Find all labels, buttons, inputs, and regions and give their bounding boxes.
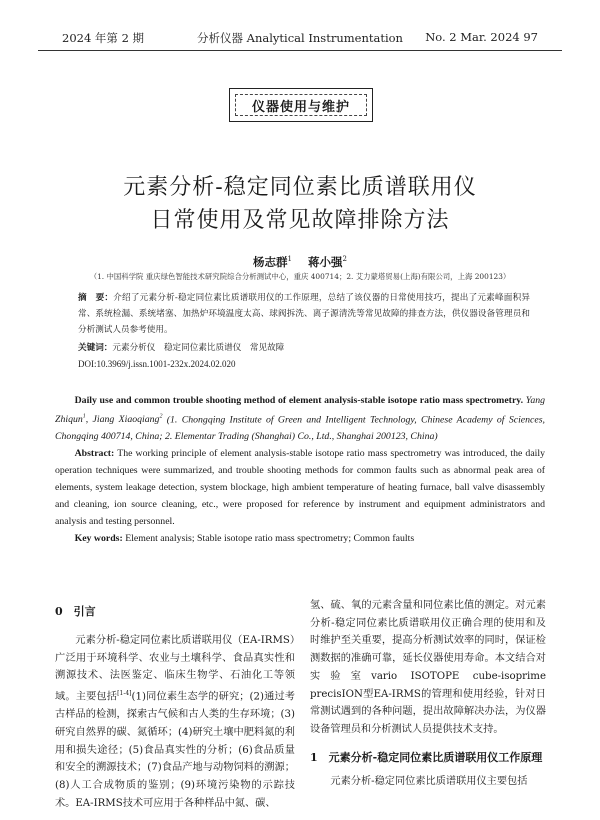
english-affiliation: (1. Chongqing Institute of Green and Intelligent Technology, Chinese Academy of Sciences, Chongqing 400714, China; 2. Elementar Trading (Shanghai) Co., Ltd., Shanghai 200123, China) bbox=[55, 414, 546, 443]
right-column-paragraph: 氢、硫、氧的元素含量和同位素比值的测定。对元素分析-稳定同位素比质谱联用仪正确合理的使用和及时维护至关重要，提高分析测试效率的同时，保证检测数据的准确可靠，延长仪器使用寿命。本文结合对实验室vario ISOTOPE cube-isoprime precisION型EA-IRMS的管理和使用经验，针对日常测试遇到的各种问题，提出故障解决办法，为仪器设备管理员和分析测试人员提供技术支持。 bbox=[310, 600, 546, 735]
section-1-paragraph: 元素分析-稳定同位素比质谱联用仪主要包括 bbox=[330, 775, 528, 787]
section-0-heading: 0 引言 bbox=[55, 605, 96, 618]
keywords-cn bbox=[78, 340, 530, 356]
doi: DOI:10.3969/j.issn.1001-232x.2024.02.020 bbox=[78, 359, 236, 369]
header-rule bbox=[38, 50, 562, 51]
citation-ref: [1-4] bbox=[117, 690, 132, 698]
author-2-affiliation-mark: 2 bbox=[342, 255, 347, 264]
abstract-en-block bbox=[55, 392, 545, 547]
issue-page-number: No. 2 Mar. 2024 97 bbox=[425, 30, 538, 44]
author-1-affiliation-mark: 1 bbox=[287, 255, 292, 264]
author-2: 蒋小强 bbox=[308, 255, 343, 269]
abstract-cn-label: 摘 要： bbox=[78, 293, 114, 303]
english-title: Daily use and common trouble shooting method of element analysis-stable isotope ratio mass spectrometry. bbox=[74, 395, 524, 406]
keywords-cn-label: 关键词： bbox=[78, 343, 113, 353]
english-authors: Yang Zhiqun$^1$, Jiang Xiaoqiang$^2$ bbox=[55, 395, 546, 426]
affiliation: （1. 中国科学院 重庆绿色智能技术研究院综合分析测试中心，重庆 400714；2. 艾力蒙塔贸易(上海)有限公司，上海 200123） bbox=[89, 272, 511, 281]
column-banner bbox=[229, 88, 373, 122]
keywords-en-text: Element analysis; Stable isotope ratio mass spectrometry; Common faults bbox=[125, 533, 415, 545]
authors bbox=[0, 254, 600, 270]
section-1-heading: 1 元素分析-稳定同位素比质谱联用仪工作原理 bbox=[310, 750, 543, 764]
keywords-cn-text: 元素分析仪 稳定同位素比质谱仪 常见故障 bbox=[112, 343, 285, 353]
author-1: 杨志群 bbox=[253, 255, 288, 269]
section-0-paragraph: 元素分析-稳定同位素比质谱联用仪（EA-IRMS）广泛用于环境科学、农业与土壤科学、食品真实性和溯源技术、法医鉴定、临床生物学、石油化工等领域。主要包括[1-4](1)同位素生态学的研究；(2)通过考古样品的检测，探索古气候和古人类的生存环境；(3)研究自然界的碳、氮循环；(4)研究土壤中肥料氮的利用和损失途径；(5)食品真实性的分析；(6)食品质量和安全的溯源技术；(7)食品产地与动物饲料的溯源；(8)人工合成物质的鉴别；(9)环境污染物的示踪技术。EA-IRMS技术可应用于各种样品中氮、碳、 bbox=[55, 635, 295, 809]
abstract-en-text: The working principle of element analysis-stable isotope ratio mass spectrometry was introduced, the daily operation techniques were summarized, and trouble shooting methods for common faults such as abnormal peak area of elements, system leakage detection, system blockage, high ambient temperature of heating furnace, ball valve disassembly and cleaning, ion source cleaning, etc., were proposed for reference by instrument and equipment administrators and analysis and testing personnel. bbox=[55, 448, 546, 528]
issue-label: 2024 年第 2 期 bbox=[62, 31, 145, 45]
keywords-en-label: Key words: bbox=[74, 533, 123, 545]
journal-name: 分析仪器 Analytical Instrumentation bbox=[197, 31, 403, 45]
abstract-cn bbox=[78, 290, 530, 338]
right-column bbox=[310, 597, 546, 790]
column-banner-label: 仪器使用与维护 bbox=[235, 94, 367, 116]
abstract-en-label: Abstract: bbox=[74, 448, 115, 460]
article-title-line2: 日常使用及常见故障排除方法 bbox=[150, 208, 450, 233]
article-title-line1: 元素分析-稳定同位素比质谱联用仪 bbox=[123, 175, 477, 200]
abstract-cn-text: 介绍了元素分析-稳定同位素比质谱联用仪的工作原理，总结了该仪器的日常使用技巧，提出了元素峰面积异常、系统检漏、系统堵塞、加热炉环境温度太高、球阀拆洗、离子源清洗等常见故障的排查方法，供仪器设备管理员和分析测试人员参考使用。 bbox=[78, 293, 530, 335]
